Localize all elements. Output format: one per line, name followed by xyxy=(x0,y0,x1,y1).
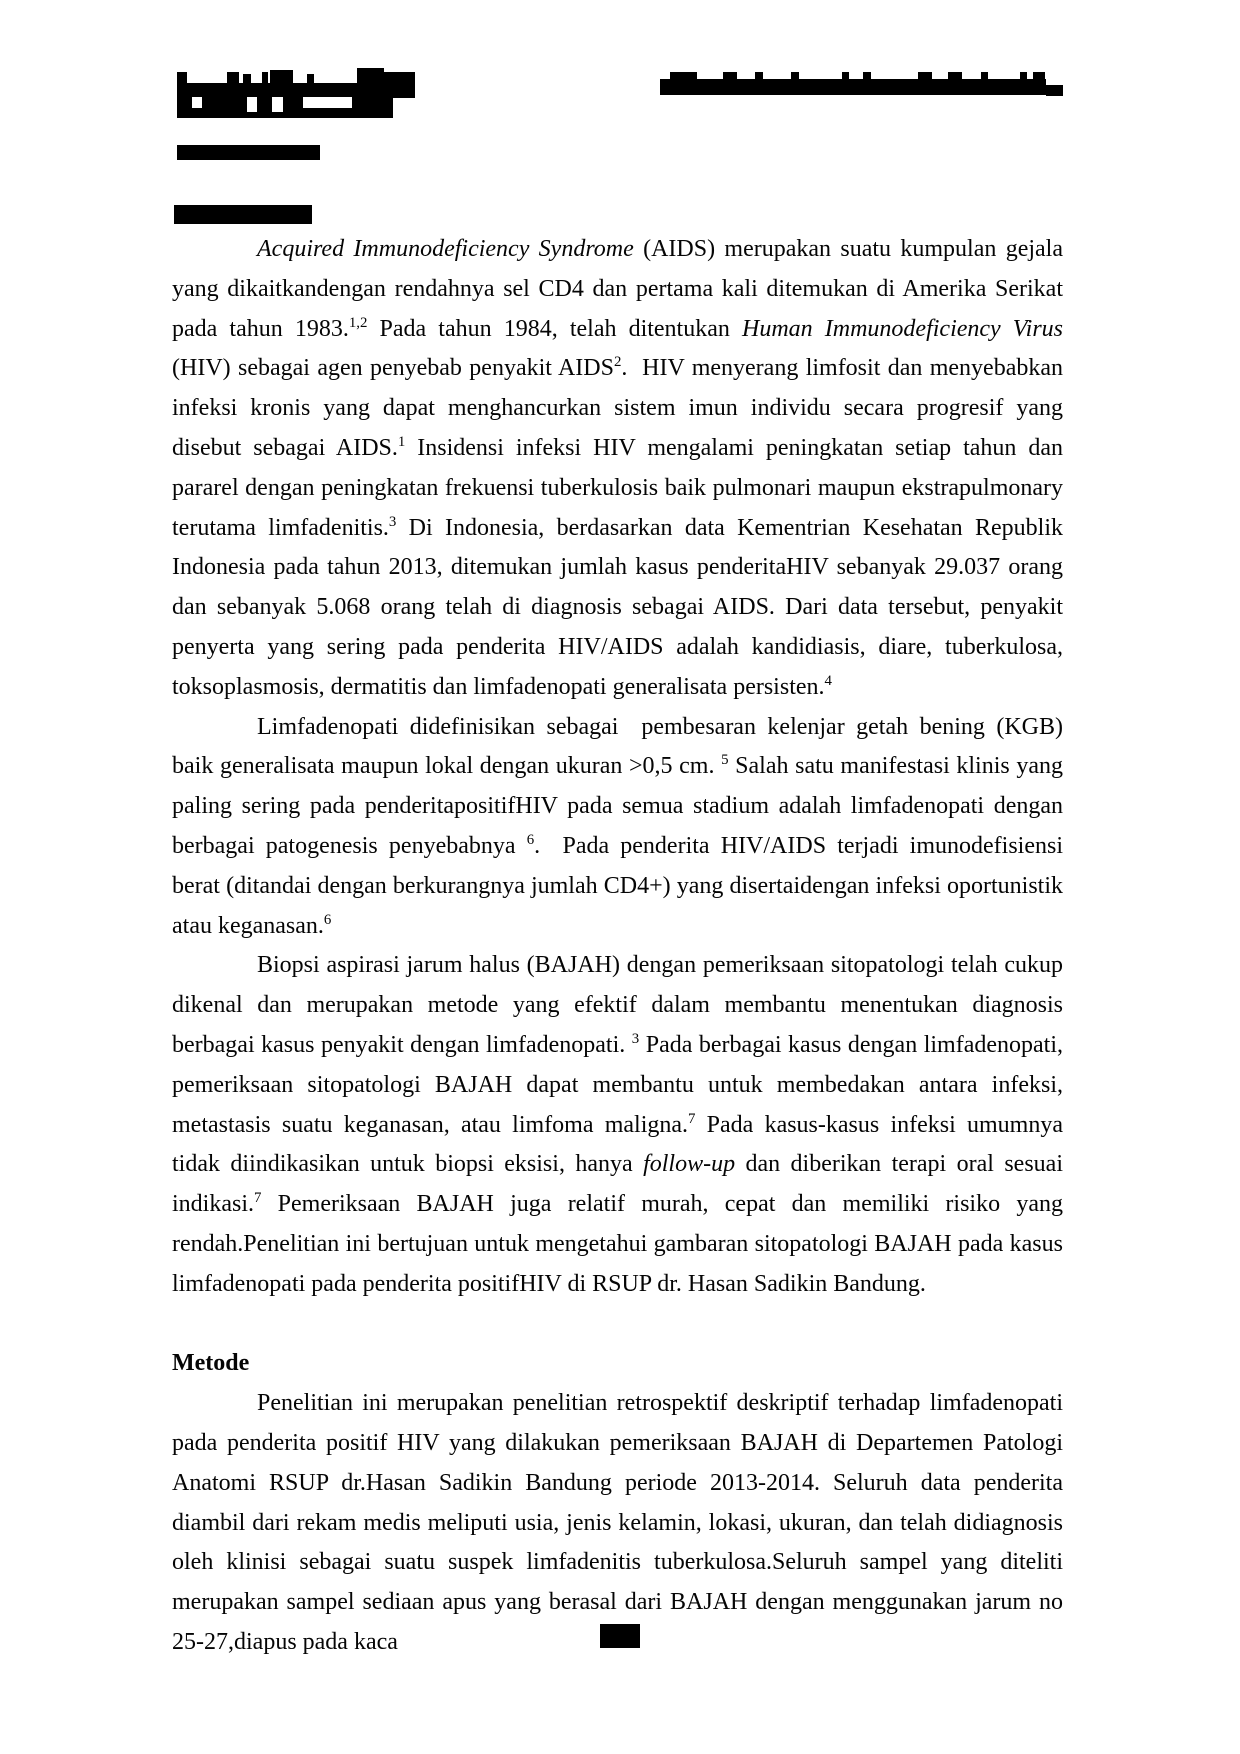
redaction-fragment xyxy=(270,70,293,84)
redaction-fragment xyxy=(357,68,384,84)
redaction-fragment xyxy=(723,72,737,80)
redaction-fragment xyxy=(307,74,314,84)
redaction-fragment xyxy=(1020,72,1027,80)
intro-paragraph-2: Limfadenopati didefinisikan sebagai pembesaran kelenjar getah bening (KGB) baik generalisata maupun lokal dengan ukuran >0,5 cm. $^5$ Salah satu manifestasi klinis yang paling sering pada penderitapositifHIV pada semua stadium adalah limfadenopati dengan berbagai patogenesis penyebabnya $^6$. Pada penderita HIV/AIDS terjadi imunodefisiensi berat (ditandai dengan berkurangnya jumlah CD4+) yang disertaidengan infeksi oportunistik atau keganasan.$^6$ xyxy=(172,713,1064,939)
redacted-page-number xyxy=(600,1624,640,1648)
redaction-fragment xyxy=(227,72,239,84)
redaction-fragment xyxy=(981,72,988,80)
redaction-fragment xyxy=(791,72,799,80)
redaction-fragment xyxy=(1033,72,1045,80)
redacted-line-1 xyxy=(177,145,320,160)
intro-paragraph-3: Biopsi aspirasi jarum halus (BAJAH) dengan pemeriksaan sitopatologi telah cukup dikenal dan merupakan metode yang efektif dalam membantu menentukan diagnosis berbagai kasus penyakit dengan limfadenopati. $^3$ Pada berbagai kasus dengan limfadenopati, pemeriksaan sitopatologi BAJAH dapat membantu untuk membedakan antara infeksi, metastasis suatu keganasan, atau limfoma maligna.$^7$ Pada kasus-kasus infeksi umumnya tidak diindikasikan untuk biopsi eksisi, hanya follow-up dan diberikan terapi oral sesuai indikasi.$^7$ Pemeriksaan BAJAH juga relatif murah, cepat dan memiliki risiko yang rendah.Penelitian ini bertujuan untuk mengetahui gambaran sitopatologi BAJAH pada kasus limfadenopati pada penderita positifHIV di RSUP dr. Hasan Sadikin Bandung. xyxy=(172,952,1064,1297)
redaction-fragment xyxy=(177,83,415,98)
redaction-fragment xyxy=(177,97,393,118)
redaction-notch xyxy=(272,97,283,112)
redaction-fragment xyxy=(383,72,415,98)
redaction-fragment xyxy=(177,72,187,84)
redaction-notch xyxy=(303,97,352,108)
method-paragraph-1: Penelitian ini merupakan penelitian retrospektif deskriptif terhadap limfadenopati pada penderita positif HIV yang dilakukan pemeriksaan BAJAH di Departemen Patologi Anatomi RSUP dr.Hasan Sadikin Bandung periode 2013-2014. Seluruh data penderita diambil dari rekam medis meliputi usia, jenis kelamin, lokasi, ukuran, dan telah didiagnosis oleh klinisi sebagai suatu suspek limfadenitis tuberkulosa.Seluruh sampel yang diteliti merupakan sampel sediaan apus yang berasal dari BAJAH dengan menggunakan jarum no 25-27,diapus pada kaca xyxy=(172,1390,1063,1655)
redaction-notch xyxy=(247,97,257,112)
redaction-fragment xyxy=(243,74,251,84)
redaction-fragment xyxy=(755,72,763,80)
redaction-fragment xyxy=(262,72,268,84)
intro-paragraph-1: Acquired Immunodeficiency Syndrome (AIDS) merupakan suatu kumpulan gejala yang dikaitkandengan rendahnya sel CD4 dan pertama kali ditemukan di Amerika Serikat pada tahun 1983.$^{1,2}$ Pada tahun 1984, telah ditentukan Human Immunodeficiency Virus (HIV) sebagai agen penyebab penyakit AIDS$^2$. HIV menyerang limfosit dan menyebabkan infeksi kronis yang dapat menghancurkan sistem imun individu secara progresif yang disebut sebagai AIDS.$^1$ Insidensi infeksi HIV mengalami peningkatan setiap tahun dan pararel dengan peningkatan frekuensi tuberkulosis baik pulmonari maupun ekstrapulmonary terutama limfadenitis.$^3$ Di Indonesia, berdasarkan data Kementrian Kesehatan Republik Indonesia pada tahun 2013, ditemukan jumlah kasus penderitaHIV sebanyak 29.037 orang dan sebanyak 5.068 orang telah di diagnosis sebagai AIDS. Dari data tersebut, penyakit penyerta yang sering pada penderita HIV/AIDS adalah kandidiasis, diare, tuberkulosa, toksoplasmosis, dermatitis dan limfadenopati generalisata persisten.$^4$ xyxy=(172,236,1064,700)
redaction-notch xyxy=(192,97,202,108)
redaction-fragment xyxy=(670,72,697,80)
article-body xyxy=(172,230,1063,1663)
section-heading-metode: Metode xyxy=(172,1350,250,1377)
redaction-fragment xyxy=(863,72,871,80)
redaction-fragment xyxy=(918,72,932,80)
redaction-fragment xyxy=(842,72,849,80)
redaction-fragment xyxy=(948,72,962,80)
redaction-fragment xyxy=(1046,85,1063,96)
redaction-fragment xyxy=(660,79,1046,95)
redacted-line-2 xyxy=(174,205,312,224)
